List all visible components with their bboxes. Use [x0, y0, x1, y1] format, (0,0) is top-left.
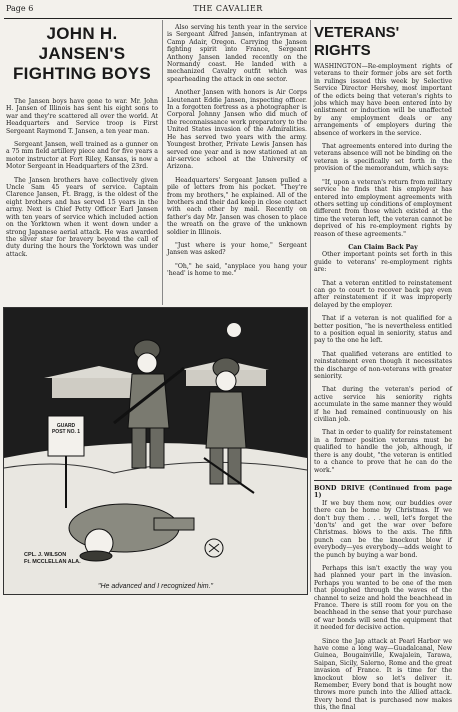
jansen-continued-paragraph: Headquarters' Sergeant Jansen pulled a pile of letters from his pocket. "They're from my brothers," he explained. All of the brothers and their dad keep in close contact with each other by mail. Recently on father's day Mr. Jansen was chosen to place the wreath on the grave of the unknown soldier in Illinois.: [167, 176, 307, 236]
jansen-headline-line2: FIGHTING BOYS: [12, 64, 151, 83]
bond-paragraph: Perhaps this isn't exactly the way you had planned your part in the invasion. Perhaps you wanted to be one of the men that ploughed through the waves of the channel to seize and hold the beachhead in France. There is still room for you on the beachhead in the sense that your purchase of war bonds will send the equipment that it needed for decisive action.: [314, 564, 452, 632]
veterans-paragraph: That during the veteran's period of active service his seniority rights accumulate in the same manner they would if he had remained continuously on his civilian job.: [314, 386, 452, 424]
artist-name: CPL. J. WILSON: [24, 552, 67, 558]
back-pay-subhead: Can Claim Back Pay: [348, 243, 418, 251]
veterans-paragraph: That qualified veterans are entitled to reinstatement even though it necessitates the discharge of non-veterans with greater seniority.: [314, 350, 452, 381]
veterans-paragraph: That a veteran entitled to reinstatement can go to court to recover back pay even after reinstatement if it was improperly delayed by the employer.: [314, 279, 452, 309]
page-number: Page 6: [6, 4, 34, 13]
jansen-continued-paragraph: Another Jansen with honors is Air Corps Lieutenant Eddie Jansen, inspecting officer. In a forgotten fortress as a photographer is Corporal Johnny Jansen who did much of the reconnaissance work preparatory to the United States invasion of the Admiralities. He has served two years with the army. Youngest brother, Private Lewis Jansen has served one year and is now stationed at an air-service school at the University of Arizona.: [167, 89, 307, 171]
veterans-paragraph: "If, upon a veteran's return from military service he finds that his employer has entered into employment agreements with others setting up conditions of employment different from those which existed at the time the veteran left, the veteran cannot be deprived of his re-employment rights by reason of these agreements.": [314, 178, 452, 238]
veterans-paragraph: WASHINGTON—Re-employment rights of veterans to their former jobs are set forth in rulings issued this week by Selective Service Director Hershey, most important of the edicts being that veteran's rights to jobs which may have been entered into by enlistment or induction will be unaffected by any employment deals or any arrangements of employers during the absence of workers in the service.: [314, 63, 452, 137]
veterans-rights-headline: VETERANS' RIGHTS: [314, 24, 400, 59]
masthead-title: THE CAVALIER: [193, 4, 263, 13]
veterans-paragraph: Other important points set forth in this guide to veterans' re-employment rights are:: [314, 251, 452, 274]
cartoon-caption: "He advanced and I recognized him.": [97, 583, 214, 590]
veterans-paragraph: That agreements entered into during the veterans absence will not be binding on the veteran is specifically set forth in the provision of the memorandum, which says:: [314, 143, 452, 173]
jansen-paragraph: The Jansen boys have gone to war. Mr. John H. Jansen of Illinois has sent his eight sons to war and they're scattered all over the world. At Headquarters and Service troop is First Sergeant Raymond T. Jansen, a ten year man.: [6, 98, 158, 135]
artist-signature: [24, 552, 81, 566]
left-column: [6, 24, 158, 304]
guard-post-sign: GUARD POST NO. 1: [51, 423, 81, 435]
page-header: [6, 4, 450, 16]
veterans-paragraph: That in order to qualify for reinstatement in a former position veterans must be qualified to handle the job, although, if there is any doubt, "the veteran is entitled to a chance to prove that he can do the work.": [314, 429, 452, 474]
jansen-continued-paragraph: "Just where is your home," Sergeant Jansen was asked?: [167, 241, 307, 257]
artist-location: Ft. MCCLELLAN ALA.: [24, 559, 81, 565]
jansen-paragraph: The Jansen brothers have collectively given Uncle Sam 45 years of service. Captain Clarence Jansen, Ft. Bragg, is the oldest of the eight brothers and has served 15 years in the army. Next is Chief Petty Officer Earl Jansen with ten years of service which included action on the Yorktown when it went down under a strong Japanese aerial attack. He was awarded the silver star for bravery beyond the call of duty during the hours the Yorktown was under attack.: [6, 176, 158, 258]
bond-paragraph: If we buy them now, our buddies over there can be home by Christmas. If we don't buy them . . . well, let's forget the 'don'ts' and get the war over before Christmas. blows to the axis. The fifth punch can be the knockout blow if everybody—yes everybody—adds weight to the punch by buying a war bond.: [314, 499, 452, 559]
cartoon-panel: [3, 307, 308, 595]
bond-paragraph: Since the Jap attack at Pearl Harbor we have come a long way—Guadalcanal, New Guinea, Bougainville, Kwajalein, Tarawa, Saipan, Sicily, Salerno, Rome and the great invasion of France. It is time for the knockout blow so let's deliver it. Remember, Every bond that is bought now throws more punch into the Allied attack. Every bond that is purchased now makes this, the final: [314, 637, 452, 712]
column-divider: [310, 20, 311, 592]
article-separator: [314, 480, 452, 481]
header-rule: [4, 18, 452, 19]
column-divider: [162, 20, 163, 305]
right-column: [314, 24, 452, 712]
middle-column: [167, 24, 307, 304]
bond-drive-headline: BOND DRIVE (Continued from page 1): [314, 483, 452, 500]
jansen-continued-paragraph: Also serving his tenth year in the service is Sergeant Alfred Jansen, infantryman at Camp Adair, Oregon. Carrying the Jansen fighting spirit into France, Sergeant Anthony Jansen landed recently on the Normandy coast. He landed with a mechanized Cavalry outfit which was spearheading the attack in one sector.: [167, 24, 307, 83]
jansen-paragraph: Sergeant Jansen, well trained as a gunner on a 75 mm field artillery piece and for five years a motor instructor at Fort Riley, Kansas, is now a Motor Sergeant in Headquarters of the 23rd.: [6, 141, 158, 171]
jansen-continued-paragraph: "Oh," he said, "anyplace you hang your 'head' is home to me.": [167, 262, 307, 278]
jansen-headline-line1: JOHN H. JANSEN'S: [38, 24, 126, 63]
veterans-paragraph: That if a veteran is not qualified for a better position, "he is nevertheless entitled to a position equal in seniority, status and pay to the one he left.: [314, 315, 452, 345]
